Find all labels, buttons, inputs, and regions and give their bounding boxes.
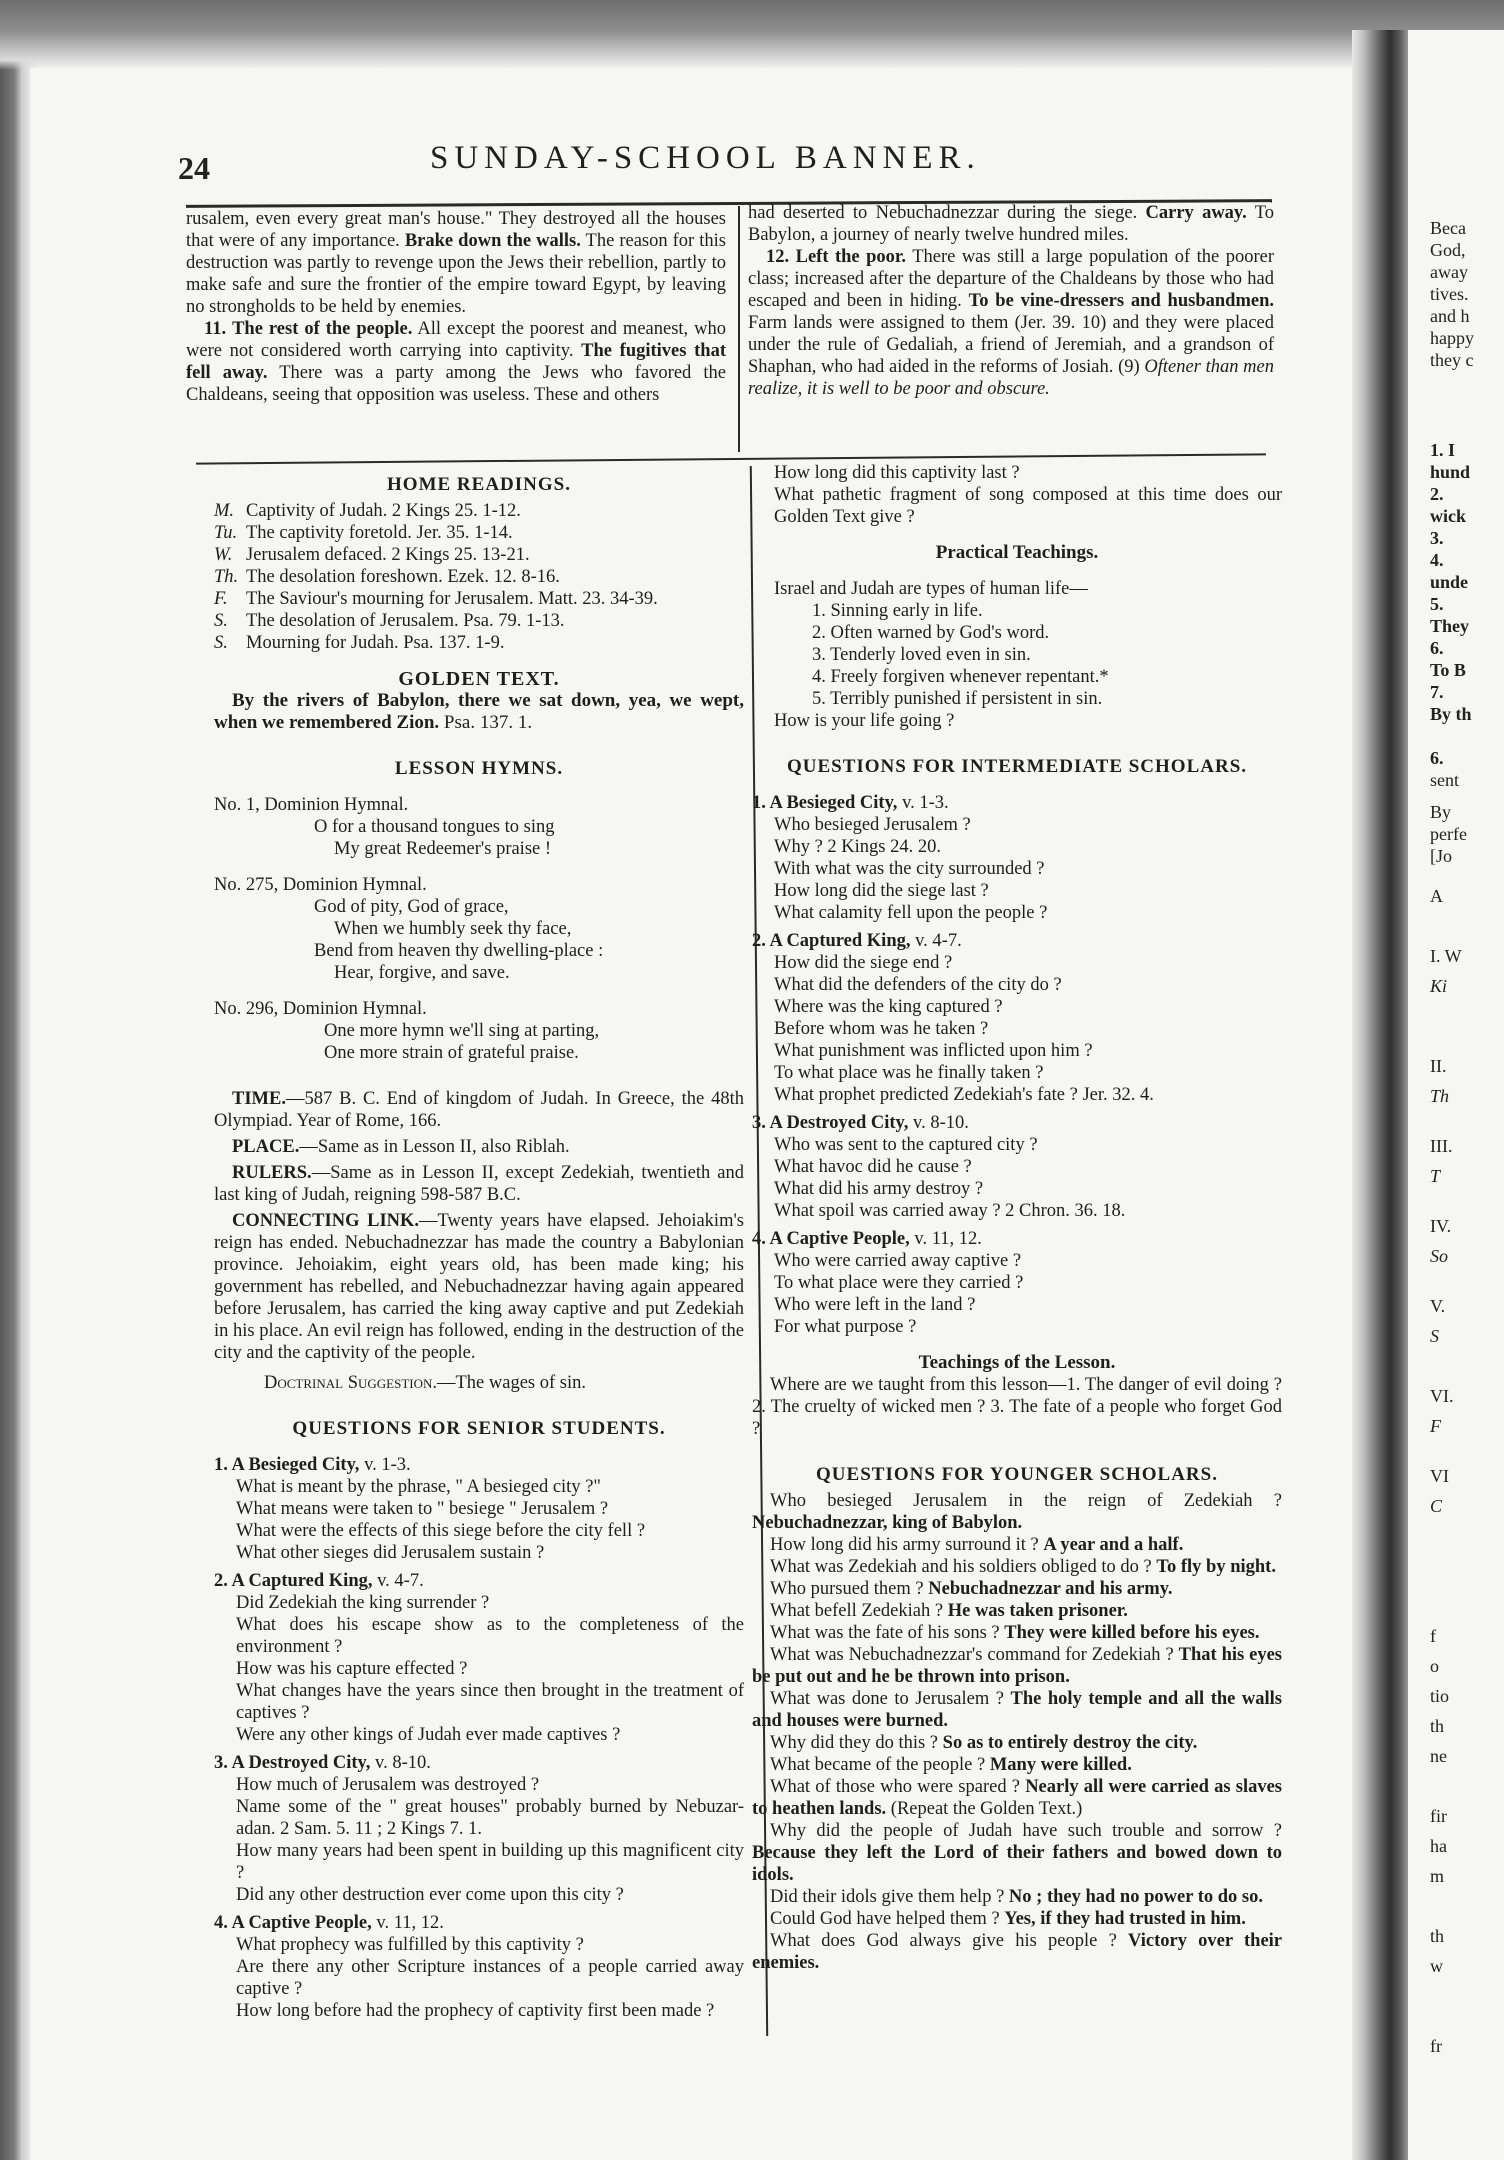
facing-page-fragment: away <box>1430 262 1468 282</box>
time-label: TIME. <box>232 1089 286 1109</box>
text: There was still a large population of the poorer class; increased after the departure of the Chaldeans by those who had escaped and been in hiding. <box>748 247 1274 311</box>
facing-page-fragment: hund <box>1430 462 1471 482</box>
question: With what was the city surrounded ? <box>774 859 1045 879</box>
facing-page-fragment: III. <box>1430 1136 1453 1156</box>
answer: Many were killed. <box>989 1755 1132 1775</box>
facing-page-fragment: ha <box>1430 1836 1447 1856</box>
reading-day: Th. <box>214 567 239 587</box>
question: What were the effects of this siege before the city fell ? <box>236 1521 646 1541</box>
facing-page-fragment: sent <box>1430 770 1459 790</box>
golden-text: By the rivers of Babylon, there we sat down, yea, we wept, when we remembered Zion. <box>214 690 744 733</box>
intermediate-heading: QUESTIONS FOR INTERMEDIATE SCHOLARS. <box>786 756 1248 777</box>
section-ref: v. 11, 12. <box>376 1913 444 1933</box>
italic-note: Oftener than men realize, it is well to be poor and obscure. <box>748 357 1274 399</box>
intermediate-questions <box>752 792 1282 1338</box>
home-reading-item <box>214 500 744 522</box>
question: Who were left in the land ? <box>774 1295 976 1315</box>
senior-section-title <box>214 1570 744 1592</box>
facing-page-fragment: tio <box>1430 1686 1450 1706</box>
question: How much of Jerusalem was destroyed ? <box>236 1775 540 1795</box>
facing-page-fragment: 6. <box>1430 748 1444 768</box>
question: What was Zedekiah and his soldiers obliged to do ? <box>770 1557 1152 1577</box>
facing-page-fragment: ne <box>1430 1746 1447 1766</box>
hymn-line: O for a thousand tongues to sing <box>314 817 555 837</box>
connecting-link-text: —Twenty years have elapsed. Jehoiakim's reign has ended. Nebuchadnezzar has made the country a Babylonian province. Jehoiakim, eight years old, has been made king; his government has rebelled, and Nebuchadnezzar having again appeared before Jerusalem, has carried the king away captive and put Zedekiah in his place. An evil reign has followed, ending in the destruction of the city and the captivity of the people. <box>214 1211 744 1363</box>
question: What is meant by the phrase, " A besieged city ?" <box>236 1477 601 1497</box>
hymn-line: Bend from heaven thy dwelling-place : <box>314 941 604 961</box>
question: What was the fate of his sons ? <box>770 1623 1000 1643</box>
practical-item: 2. Often warned by God's word. <box>812 623 1050 643</box>
question: Where was the king captured ? <box>774 997 1003 1017</box>
question: Why did they do this ? <box>770 1733 939 1753</box>
qa-pair <box>752 1886 1282 1908</box>
facing-page-fragment: IV. <box>1430 1216 1452 1236</box>
qa-pair <box>752 1732 1282 1754</box>
qa-pair <box>752 1622 1282 1644</box>
repeat-note: (Repeat the Golden Text.) <box>890 1799 1083 1819</box>
qa-pair <box>752 1776 1282 1820</box>
facing-page-fragment: II. <box>1430 1056 1447 1076</box>
facing-page-edge <box>1408 30 1504 2160</box>
golden-text-heading: GOLDEN TEXT. <box>398 668 560 690</box>
facing-page-fragment: 3. <box>1430 528 1444 548</box>
facing-page-fragment: S <box>1430 1326 1439 1346</box>
reading-day: F. <box>214 589 228 609</box>
facing-page-fragment: perfe <box>1430 824 1467 844</box>
question: What other sieges did Jerusalem sustain ? <box>236 1543 545 1563</box>
question: For what purpose ? <box>774 1317 917 1337</box>
younger-questions <box>752 1490 1282 1974</box>
time-text: —587 B. C. End of kingdom of Judah. In Greece, the 48th Olympiad. Year of Rome, 166. <box>214 1089 744 1131</box>
teachings-heading: Teachings of the Lesson. <box>918 1352 1116 1373</box>
hymn-line: One more hymn we'll sing at parting, <box>324 1021 600 1041</box>
question: How long did the siege last ? <box>774 881 989 901</box>
facing-page-fragment: and h <box>1430 306 1470 326</box>
senior-section-title <box>214 1912 744 1934</box>
qa-pair <box>752 1490 1282 1534</box>
question: What was Nebuchadnezzar's command for Zedekiah ? <box>770 1645 1174 1665</box>
question: Did their idols give them help ? <box>770 1887 1005 1907</box>
text: The reason for this destruction was partly to revenge upon the Jews their rebellion, partly to make safe and sure the frontier of the empire toward Egypt, by leaving no strongholds to be held by enemies. <box>186 231 726 317</box>
section-title: 1. A Besieged City, <box>752 793 898 813</box>
qa-pair <box>752 1908 1282 1930</box>
reading-day: M. <box>214 501 235 521</box>
teachings-text: Where are we taught from this lesson—1. The danger of evil doing ? 2. The cruelty of wicked men ? 3. The fate of a people who forget God ? <box>752 1375 1282 1439</box>
question: Who was sent to the captured city ? <box>774 1135 1038 1155</box>
section-title: 4. A Captive People, <box>752 1229 910 1249</box>
reading-day: S. <box>214 633 228 653</box>
top-right-column <box>748 202 1274 400</box>
younger-heading: QUESTIONS FOR YOUNGER SCHOLARS. <box>816 1464 1218 1485</box>
practical-item: 4. Freely forgiven whenever repentant.* <box>812 667 1109 687</box>
answer: Nebuchadnezzar and his army. <box>928 1579 1173 1599</box>
facing-page-fragment: God, <box>1430 240 1466 260</box>
answer: So as to entirely destroy the city. <box>942 1733 1198 1753</box>
hymn-line: My great Redeemer's praise ! <box>334 839 552 859</box>
golden-text-ref: Psa. 137. 1. <box>443 712 533 733</box>
question: How was his capture effected ? <box>236 1659 468 1679</box>
intermediate-section-title <box>752 930 1282 952</box>
section-ref: v. 1-3. <box>902 793 949 813</box>
facing-page-fragment: By <box>1430 802 1452 822</box>
section-ref: v. 4-7. <box>915 931 962 951</box>
text: There was a party among the Jews who favored the Chaldeans, seeing that opposition was useless. These and others <box>186 363 726 405</box>
text: To Babylon, a journey of nearly twelve hundred miles. <box>748 203 1274 245</box>
facing-page-fragment: unde <box>1430 572 1469 592</box>
home-reading-item <box>214 566 744 588</box>
question: What means were taken to " besiege " Jerusalem ? <box>236 1499 609 1519</box>
home-reading-item <box>214 610 744 632</box>
section-ref: v. 4-7. <box>377 1571 424 1591</box>
home-reading-item <box>214 544 744 566</box>
question: What calamity fell upon the people ? <box>774 903 1048 923</box>
qa-pair <box>752 1578 1282 1600</box>
section-title: 3. A Destroyed City, <box>752 1113 909 1133</box>
question: What pathetic fragment of song composed at this time does our Golden Text give ? <box>774 485 1282 527</box>
answer: Nebuchadnezzar, king of Babylon. <box>752 1513 1023 1533</box>
vine-label: To be vine-dressers and husbandmen. <box>968 291 1274 311</box>
qa-pair <box>752 1644 1282 1688</box>
qa-pair <box>752 1930 1282 1974</box>
section-title: 1. A Besieged City, <box>214 1455 360 1475</box>
question: What changes have the years since then brought in the treatment of captives ? <box>236 1681 744 1723</box>
practical-list <box>752 600 1282 710</box>
answer: Yes, if they had trusted in him. <box>1004 1909 1246 1929</box>
senior-questions <box>214 1454 744 2022</box>
qa-pair <box>752 1820 1282 1886</box>
question: Why did the people of Judah have such trouble and sorrow ? <box>770 1821 1282 1841</box>
question: Did any other destruction ever come upon this city ? <box>236 1885 624 1905</box>
section-title: 4. A Captive People, <box>214 1913 372 1933</box>
facing-page-fragment: They <box>1430 616 1470 636</box>
question: How long before had the prophecy of captivity first been made ? <box>236 2001 715 2021</box>
reading-text: The desolation of Jerusalem. Psa. 79. 1-13. <box>246 611 565 631</box>
facing-page-fragment: F <box>1430 1416 1441 1436</box>
carry-label: Carry away. <box>1145 203 1247 223</box>
home-reading-item <box>214 522 744 544</box>
question: What was done to Jerusalem ? <box>770 1689 1004 1709</box>
question: What does his escape show as to the completeness of the environment ? <box>236 1615 744 1657</box>
facing-page-fragment: wick <box>1430 506 1466 526</box>
verse-number: 12. <box>766 247 790 267</box>
answer: A year and a half. <box>1043 1535 1184 1555</box>
question: What did the defenders of the city do ? <box>774 975 1062 995</box>
intermediate-section-title <box>752 1228 1282 1250</box>
section-ref: v. 11, 12. <box>914 1229 982 1249</box>
facing-page-fragment: o <box>1430 1656 1439 1676</box>
home-reading-item <box>214 588 744 610</box>
answer: Because they left the Lord of their fathers and bowed down to idols. <box>752 1843 1282 1885</box>
right-column <box>752 462 1282 1974</box>
facing-page-fragment: 4. <box>1430 550 1444 570</box>
reading-text: The desolation foreshown. Ezek. 12. 8-16. <box>246 567 560 587</box>
question: How long did this captivity last ? <box>774 463 1020 483</box>
question: Who pursued them ? <box>770 1579 924 1599</box>
facing-page-fragment: w <box>1430 1956 1443 1976</box>
facing-page-fragment: Th <box>1430 1086 1450 1106</box>
practical-closing: How is your life going ? <box>774 711 955 731</box>
facing-page-fragment: To B <box>1430 660 1466 680</box>
question: Were any other kings of Judah ever made captives ? <box>236 1725 621 1745</box>
question: To what place was he finally taken ? <box>774 1063 1044 1083</box>
question: Did Zedekiah the king surrender ? <box>236 1593 490 1613</box>
question: Who besieged Jerusalem in the reign of Zedekiah ? <box>770 1491 1282 1511</box>
text: Farm lands were assigned to them (Jer. 39. 10) and they were placed under the rule of Gedaliah, a friend of Jeremiah, and a grandson of Shaphan, who had aided in the reforms of Josiah. (9) <box>748 313 1274 377</box>
reading-day: W. <box>214 545 233 565</box>
practical-item: 3. Tenderly loved even in sin. <box>812 645 1031 665</box>
facing-page-fragment: Beca <box>1430 218 1466 238</box>
practical-intro: Israel and Judah are types of human life— <box>774 579 1088 599</box>
reading-text: The Saviour's mourning for Jerusalem. Matt. 23. 34-39. <box>246 589 658 609</box>
lesson-hymns-heading: LESSON HYMNS. <box>394 758 564 779</box>
practical-item: 1. Sinning early in life. <box>812 601 983 621</box>
verse-number: 11. <box>204 319 227 339</box>
facing-page-fragment: f <box>1430 1626 1436 1646</box>
book-gutter <box>1352 30 1408 2160</box>
facing-page-fragment: fir <box>1430 1806 1447 1826</box>
question: What befell Zedekiah ? <box>770 1601 944 1621</box>
text: had deserted to Nebuchadnezzar during the siege. <box>748 203 1138 223</box>
facing-page-fragment: 7. <box>1430 682 1444 702</box>
answer: Nearly all were carried as slaves to heathen lands. <box>752 1777 1282 1819</box>
reading-text: Mourning for Judah. Psa. 137. 1-9. <box>246 633 505 653</box>
home-readings-heading: HOME READINGS. <box>387 474 571 495</box>
question: What havoc did he cause ? <box>774 1157 972 1177</box>
question: How many years had been spent in building up this magnificent city ? <box>236 1841 744 1883</box>
top-left-column <box>186 208 726 406</box>
intermediate-section-title <box>752 792 1282 814</box>
hymn-line: When we humbly seek thy face, <box>334 919 572 939</box>
qa-pair <box>752 1534 1282 1556</box>
question: Are there any other Scripture instances of a people carried away captive ? <box>236 1957 744 1999</box>
column-divider-top <box>738 206 740 452</box>
question: Could God have helped them ? <box>770 1909 1000 1929</box>
section-ref: v. 8-10. <box>375 1753 431 1773</box>
facing-page-fragment: VI <box>1430 1466 1449 1486</box>
facing-page-fragment: T <box>1430 1166 1441 1186</box>
section-title: 3. A Destroyed City, <box>214 1753 371 1773</box>
walls-label: Brake down the walls. <box>404 231 581 251</box>
question: What punishment was inflicted upon him ? <box>774 1041 1093 1061</box>
answer: To fly by night. <box>1156 1557 1276 1577</box>
hymn-title: No. 1, Dominion Hymnal. <box>214 795 409 815</box>
poor-label: Left the poor. <box>795 247 907 267</box>
facing-page-fragment: VI. <box>1430 1386 1454 1406</box>
hymn-line: Hear, forgive, and save. <box>334 963 510 983</box>
question: What did his army destroy ? <box>774 1179 984 1199</box>
section-title: 2. A Captured King, <box>214 1571 373 1591</box>
fugitives-label: The fugitives that fell away. <box>186 341 726 383</box>
question: Who besieged Jerusalem ? <box>774 815 971 835</box>
place-label: PLACE. <box>232 1137 300 1157</box>
facing-page-fragment: m <box>1430 1866 1445 1886</box>
hymn-line: One more strain of grateful praise. <box>324 1043 579 1063</box>
reading-text: Captivity of Judah. 2 Kings 25. 1-12. <box>246 501 521 521</box>
senior-section-title <box>214 1752 744 1774</box>
facing-page-fragment: th <box>1430 1716 1445 1736</box>
reading-day: S. <box>214 611 228 631</box>
question: How long did his army surround it ? <box>770 1535 1039 1555</box>
qa-pair <box>752 1754 1282 1776</box>
facing-page-fragment: fr <box>1430 2036 1442 2056</box>
section-ref: v. 1-3. <box>364 1455 411 1475</box>
section-title: 2. A Captured King, <box>752 931 911 951</box>
senior-heading: QUESTIONS FOR SENIOR STUDENTS. <box>292 1418 666 1439</box>
rulers-text: —Same as in Lesson II, except Zedekiah, twentieth and last king of Judah, reigning 598-587 B.C. <box>214 1163 744 1205</box>
qa-pair <box>752 1556 1282 1578</box>
senior-section-title <box>214 1454 744 1476</box>
facing-page-fragment: So <box>1430 1246 1448 1266</box>
facing-page-fragment: By th <box>1430 704 1472 724</box>
qa-pair <box>752 1688 1282 1732</box>
page-number: 24 <box>178 150 210 186</box>
facing-page-fragment: 5. <box>1430 594 1444 614</box>
question: Name some of the " great houses" probably burned by Nebuzar-adan. 2 Sam. 5. 11 ; 2 Kings 7. 1. <box>236 1797 744 1839</box>
facing-page-fragment: tives. <box>1430 284 1469 304</box>
question: How did the siege end ? <box>774 953 953 973</box>
facing-page-fragment: A <box>1430 886 1443 906</box>
answer: The holy temple and all the walls and houses were burned. <box>752 1689 1282 1731</box>
place-text: —Same as in Lesson II, also Riblah. <box>299 1137 570 1157</box>
home-readings-list <box>214 500 744 654</box>
practical-heading: Practical Teachings. <box>935 542 1099 563</box>
question: Before whom was he taken ? <box>774 1019 989 1039</box>
hymn-line: God of pity, God of grace, <box>314 897 509 917</box>
doctrinal-label: Doctrinal Suggestion. <box>264 1373 437 1393</box>
question: Who were carried away captive ? <box>774 1251 1022 1271</box>
question: What prophet predicted Zedekiah's fate ? Jer. 32. 4. <box>774 1085 1154 1105</box>
question: What does God always give his people ? <box>770 1931 1117 1951</box>
question: What prophecy was fulfilled by this captivity ? <box>236 1935 584 1955</box>
question: What became of the people ? <box>770 1755 986 1775</box>
practical-item: 5. Terribly punished if persistent in sin. <box>812 689 1103 709</box>
facing-page-fragment: 1. I <box>1430 440 1456 460</box>
hymn-title: No. 296, Dominion Hymnal. <box>214 999 427 1019</box>
intermediate-section-title <box>752 1112 1282 1134</box>
answer: No ; they had no power to do so. <box>1008 1887 1263 1907</box>
answer: He was taken prisoner. <box>947 1601 1128 1621</box>
facing-page-fragment: I. W <box>1430 946 1462 966</box>
facing-page-fragment: th <box>1430 1926 1445 1946</box>
text: rusalem, even every great man's house." They destroyed all the houses that were of any importance. <box>186 209 726 251</box>
qa-pair <box>752 1600 1282 1622</box>
question: Why ? 2 Kings 24. 20. <box>774 837 941 857</box>
reading-text: The captivity foretold. Jer. 35. 1-14. <box>246 523 513 543</box>
home-reading-item <box>214 632 744 654</box>
reading-text: Jerusalem defaced. 2 Kings 25. 13-21. <box>246 545 530 565</box>
facing-page-fragment: happy <box>1430 328 1474 348</box>
facing-page-fragment: C <box>1430 1496 1443 1516</box>
section-ref: v. 8-10. <box>913 1113 969 1133</box>
rest-label: The rest of the people. <box>232 319 413 339</box>
answer: Victory over their enemies. <box>752 1931 1283 1973</box>
facing-page-fragment: 6. <box>1430 638 1444 658</box>
connecting-link-label: CONNECTING LINK. <box>232 1211 420 1231</box>
facing-page-fragment: V. <box>1430 1296 1446 1316</box>
question: What spoil was carried away ? 2 Chron. 36. 18. <box>774 1201 1126 1221</box>
question: What of those who were spared ? <box>770 1777 1020 1797</box>
doctrinal-text: —The wages of sin. <box>437 1373 586 1393</box>
left-column <box>214 474 744 2022</box>
question: To what place were they carried ? <box>774 1273 1024 1293</box>
text: All except the poorest and meanest, who were not considered worth carrying into captivity. <box>186 319 727 361</box>
reading-day: Tu. <box>214 523 238 543</box>
answer: They were killed before his eyes. <box>1004 1623 1260 1643</box>
binding-shadow-top <box>0 0 1504 70</box>
facing-page-fragment: Ki <box>1430 976 1448 996</box>
answer: That his eyes be put out and he be thrown into prison. <box>752 1645 1282 1687</box>
facing-page-fragment: 2. <box>1430 484 1444 504</box>
hymn-title: No. 275, Dominion Hymnal. <box>214 875 427 895</box>
rulers-label: RULERS. <box>232 1163 312 1183</box>
facing-page-fragment: [Jo <box>1430 846 1452 866</box>
facing-page-fragment: they c <box>1430 350 1474 370</box>
page-title: SUNDAY-SCHOOL BANNER. <box>430 140 981 176</box>
